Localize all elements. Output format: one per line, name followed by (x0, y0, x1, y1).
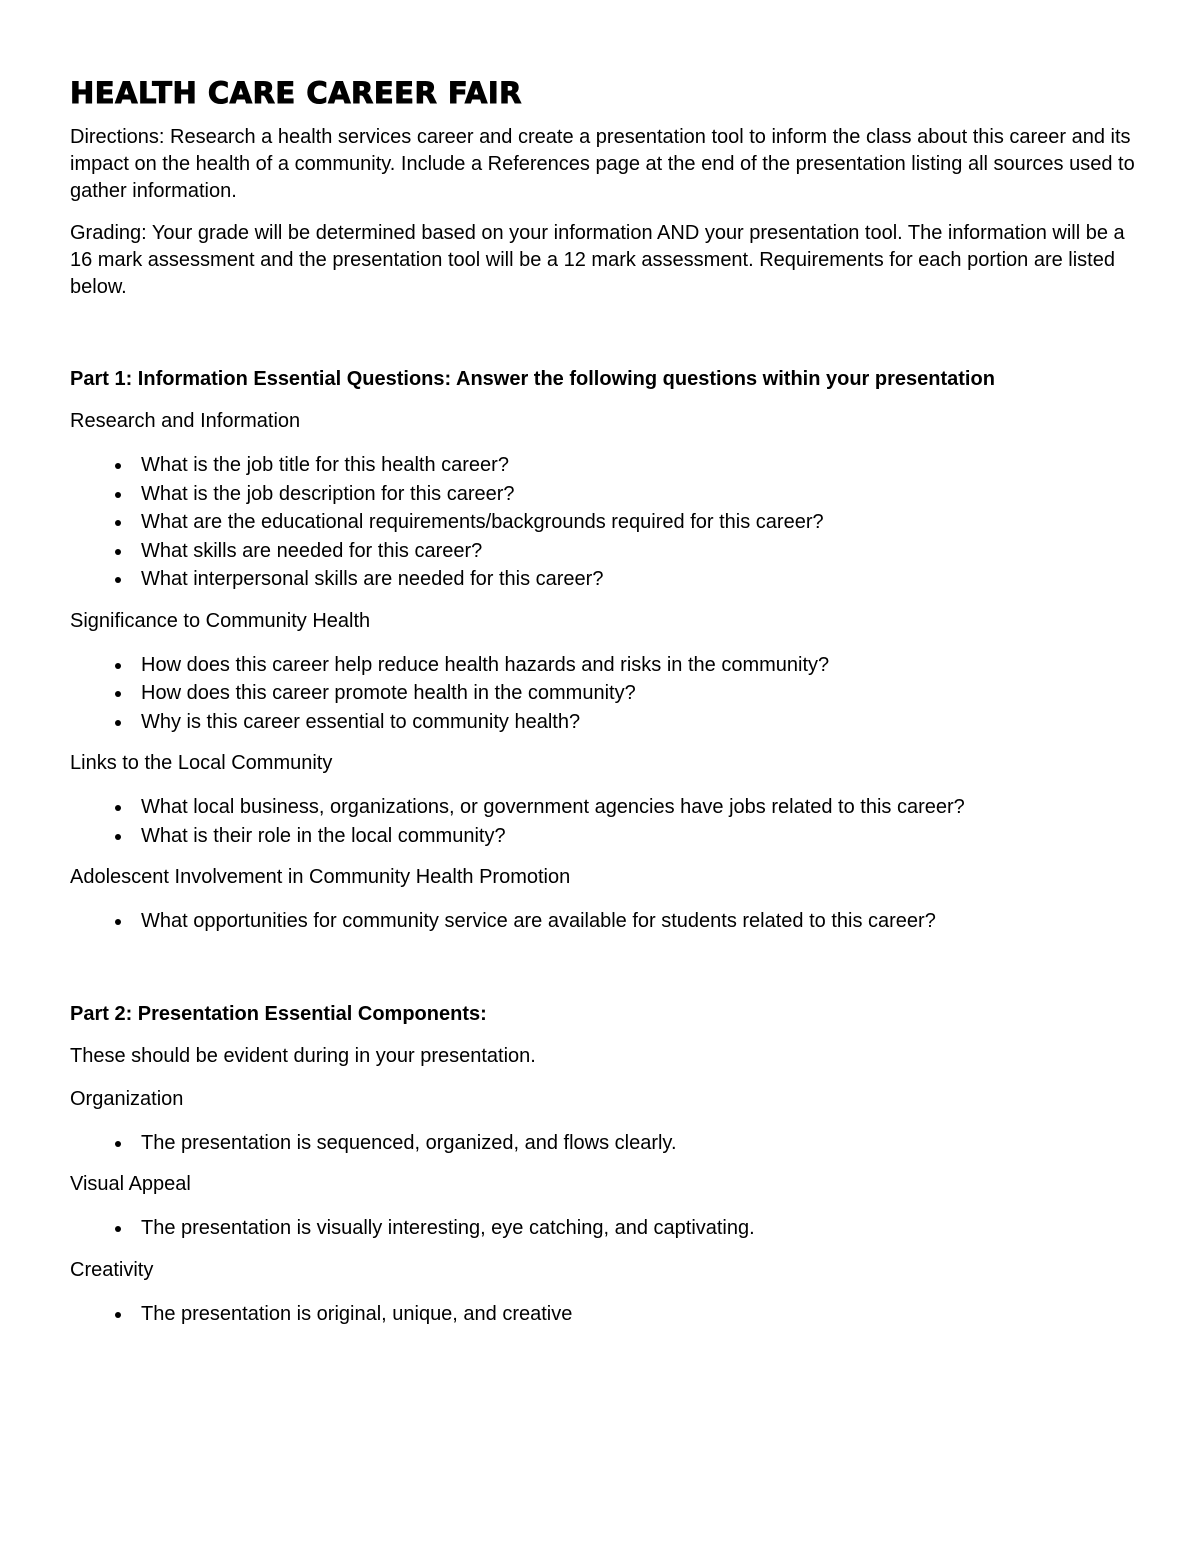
list-item: What are the educational requirements/backgrounds required for this career? (70, 508, 1140, 537)
document-page (70, 76, 1140, 1342)
list-item: Why is this career essential to community health? (70, 708, 1140, 737)
bullet-icon (115, 805, 121, 811)
list-item: How does this career promote health in the community? (70, 679, 1140, 708)
list-item: What interpersonal skills are needed for this career? (70, 565, 1140, 594)
bullet-icon (115, 720, 121, 726)
list-item: What skills are needed for this career? (70, 537, 1140, 566)
bullet-icon (115, 1141, 121, 1147)
list-item: What is the job description for this career? (70, 480, 1140, 509)
section-label: Adolescent Involvement in Community Health Promotion (70, 866, 571, 888)
section-label: Research and Information (70, 410, 301, 432)
section-label: Organization (70, 1087, 184, 1110)
list-item: What is the job title for this health career? (70, 451, 1140, 480)
question-list (70, 451, 1140, 594)
grading-paragraph: Grading: Your grade will be determined based on your information AND your presentation tool. The information will be a 16 mark assessment and the presentation tool will be a 12 mark assessment. Requirements for each portion are listed below. (70, 222, 1125, 298)
section-label: Significance to Community Health (70, 609, 371, 632)
list-item: The presentation is sequenced, organized, and flows clearly. (70, 1129, 1140, 1158)
list-item: How does this career help reduce health hazards and risks in the community? (70, 651, 1140, 680)
list-item: The presentation is original, unique, and creative (70, 1300, 1140, 1329)
part2-intro: These should be evident during in your presentation. (70, 1044, 536, 1067)
list-item: What local business, organizations, or government agencies have jobs related to this career? (70, 793, 1140, 822)
component-list (70, 1300, 1140, 1329)
bullet-icon (115, 691, 121, 697)
list-item: The presentation is visually interesting, eye catching, and captivating. (70, 1214, 1140, 1243)
bullet-icon (115, 549, 121, 555)
bullet-icon (115, 834, 121, 840)
list-item: What is their role in the local community? (70, 822, 1140, 851)
list-item: What opportunities for community service are available for students related to this career? (70, 907, 1140, 936)
component-list (70, 1129, 1140, 1158)
bullet-icon (115, 492, 121, 498)
part1-heading: Part 1: Information Essential Questions: Answer the following questions within your presentation (70, 368, 995, 390)
bullet-icon (115, 463, 121, 469)
bullet-icon (115, 919, 121, 925)
directions-paragraph: Directions: Research a health services career and create a presentation tool to inform the class about this career and its impact on the health of a community. Include a References page at the end of the presentation listing all sources used to gather information. (70, 126, 1135, 202)
section-label: Visual Appeal (70, 1173, 191, 1195)
question-list (70, 793, 1140, 850)
bullet-icon (115, 1226, 121, 1232)
question-list (70, 651, 1140, 737)
section-label: Links to the Local Community (70, 752, 333, 774)
component-list (70, 1214, 1140, 1243)
bullet-icon (115, 520, 121, 526)
page-title: HEALTH CARE CAREER FAIR (70, 76, 522, 110)
part2-heading: Part 2: Presentation Essential Components: (70, 1002, 487, 1025)
section-label: Creativity (70, 1258, 154, 1281)
bullet-icon (115, 663, 121, 669)
bullet-icon (115, 577, 121, 583)
bullet-icon (115, 1312, 121, 1318)
question-list (70, 907, 1140, 936)
